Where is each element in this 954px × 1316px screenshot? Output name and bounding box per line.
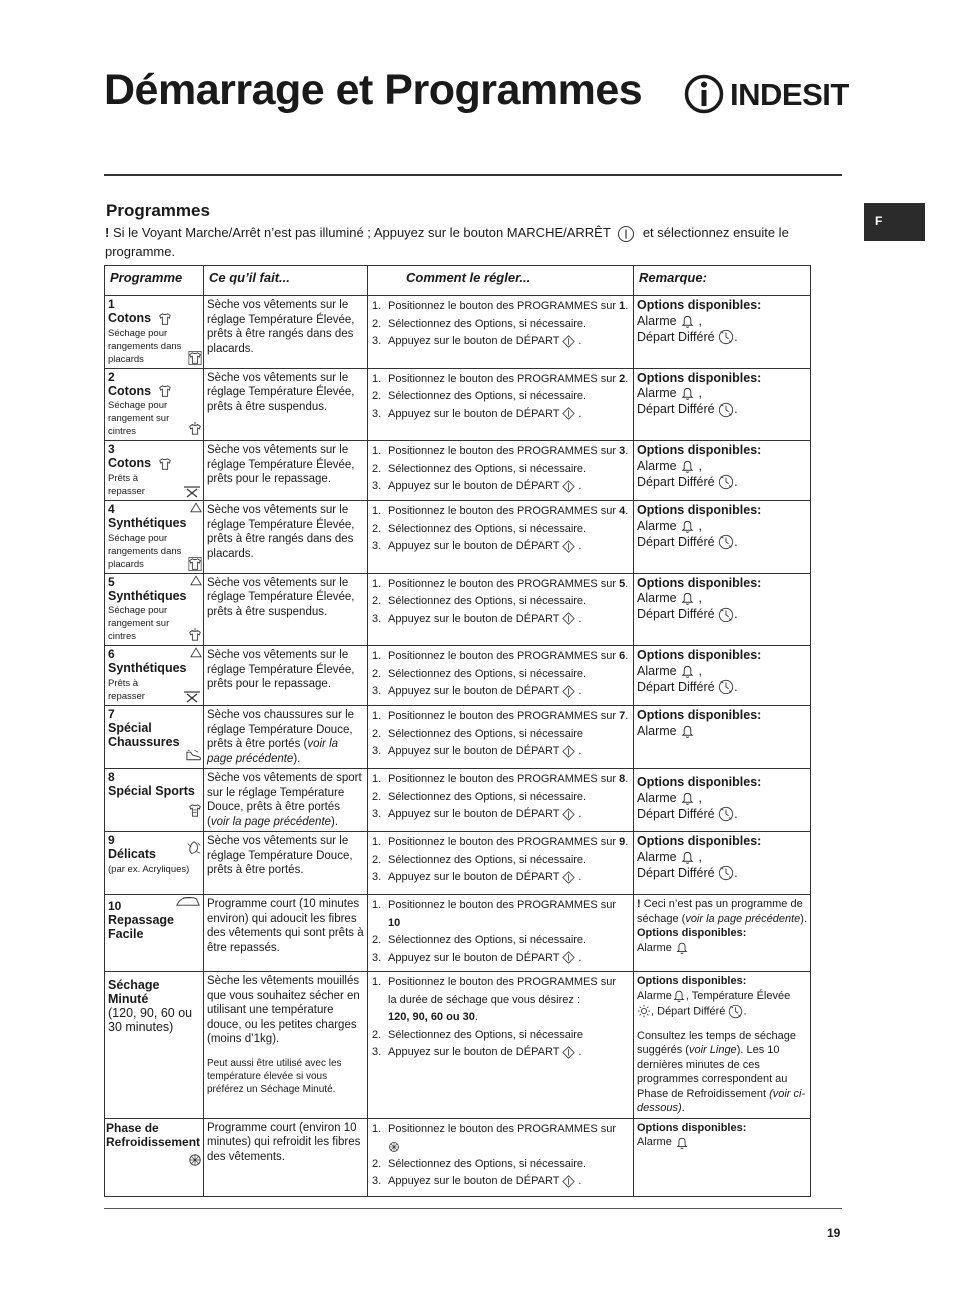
step-number: 1. bbox=[372, 650, 382, 662]
options-heading: Options disponibles: bbox=[637, 834, 762, 848]
high-temp-label: , Température Élevée bbox=[685, 989, 791, 1002]
setup-steps: 1. Positionnez le bouton des PROGRAMMES sur la durée de séchage que vous désirez : 120, 90, 60 ou 30. 2. Sélectionnez des Options, si nécessaire 3. Appuyez sur le bouton de DÉPART . bbox=[368, 972, 634, 1119]
step-number: 2. bbox=[372, 462, 382, 475]
step-number: 1. bbox=[372, 300, 382, 312]
page-number: 19 bbox=[827, 1226, 841, 1240]
alarm-icon bbox=[675, 1136, 689, 1150]
program-number: 9 bbox=[619, 836, 626, 848]
programme-name: Phase de Refroidissement bbox=[106, 1120, 201, 1149]
delay-label: Départ Différé bbox=[637, 865, 715, 880]
step-text: Appuyez sur le bouton de DÉPART bbox=[388, 808, 560, 820]
step-text: Positionnez le bouton des PROGRAMMES sur bbox=[388, 650, 617, 662]
table-header-row bbox=[105, 266, 811, 296]
setup-steps: 1. Positionnez le bouton des PROGRAMMES sur 2. Sélectionnez des Options, si nécessaire. 3. Appuyez sur le bouton de DÉPART . bbox=[368, 1118, 634, 1196]
remark-end: ). bbox=[800, 912, 808, 925]
setup-steps: 1. Positionnez le bouton des PROGRAMMES sur 5. 2. Sélectionnez des Options, si nécessaire. 3. Appuyez sur le bouton de DÉPART . bbox=[368, 573, 634, 646]
duration-options: 120, 90, 60 ou 30 bbox=[388, 1011, 475, 1023]
shoe-icon bbox=[185, 748, 202, 762]
remark-cell: Options disponibles: Alarme , Départ Différé . bbox=[634, 296, 811, 369]
step-number: 2. bbox=[372, 853, 382, 866]
programme-description: Sèche vos vêtements sur le réglage Température Élevée, prêts pour le repassage. bbox=[204, 646, 368, 706]
remark-text: Consultez les temps de séchage suggérés ( bbox=[637, 1029, 796, 1057]
alarm-icon bbox=[680, 850, 695, 865]
setup-steps: 1. Positionnez le bouton des PROGRAMMES sur 10 2. Sélectionnez des Options, si nécessaire. 3. Appuyez sur le bouton de DÉPART . bbox=[368, 895, 634, 972]
start-icon bbox=[562, 612, 575, 625]
step-number: 3. bbox=[372, 745, 382, 757]
programmes-table bbox=[104, 265, 811, 1197]
step-number: 2. bbox=[372, 390, 382, 402]
step-number: 3. bbox=[372, 685, 382, 697]
step-number: 3. bbox=[372, 335, 382, 347]
section-title: Programmes bbox=[106, 201, 210, 220]
step-text: Positionnez le bouton des PROGRAMMES sur bbox=[388, 836, 617, 848]
setup-steps: 1. Positionnez le bouton des PROGRAMMES sur 6. 2. Sélectionnez des Options, si nécessaire. 3. Appuyez sur le bouton de DÉPART . bbox=[368, 646, 634, 706]
programme-description bbox=[204, 769, 368, 832]
programme-description: Sèche vos vêtements sur le réglage Température Douce, prêts à être portés. bbox=[204, 832, 368, 895]
start-icon bbox=[562, 335, 575, 348]
shirt-icon bbox=[158, 384, 172, 398]
remark-link: voir la page précédente bbox=[685, 912, 801, 925]
col-header-what: Ce qu’il fait... bbox=[204, 266, 368, 296]
programme-description: Sèche vos vêtements sur le réglage Température Élevée, prêts à être rangés dans des placards. bbox=[204, 296, 368, 369]
description-text: Sèche les vêtements mouillés que vous souhaitez sécher en utilisant une température douce, ou les petites charges (moins d’1kg). bbox=[207, 975, 360, 1045]
program-number: 3 bbox=[619, 445, 626, 457]
start-icon bbox=[562, 540, 575, 553]
sportswear-icon bbox=[188, 802, 202, 818]
programme-subtitle: Prêts à repasser bbox=[108, 677, 145, 702]
table-row bbox=[105, 769, 811, 832]
programme-name: Synthétiques bbox=[108, 516, 187, 530]
table-row bbox=[105, 646, 811, 706]
step-text: Sélectionnez des Options, si nécessaire. bbox=[388, 462, 587, 475]
step-text: Appuyez sur le bouton de DÉPART bbox=[388, 951, 560, 964]
step-text: Sélectionnez des Options, si nécessaire. bbox=[388, 790, 587, 803]
synthetic-icon bbox=[190, 502, 202, 513]
step-text: Sélectionnez des Options, si nécessaire. bbox=[388, 667, 587, 680]
alarm-icon bbox=[680, 724, 695, 739]
step-text: Appuyez sur le bouton de DÉPART bbox=[388, 540, 560, 552]
step-number: 3. bbox=[372, 480, 382, 492]
delay-label: Départ Différé bbox=[637, 534, 715, 549]
start-icon bbox=[562, 1175, 575, 1188]
step-number: 1. bbox=[372, 445, 382, 457]
programme-name: Délicats bbox=[108, 847, 156, 861]
step-number: 1. bbox=[372, 773, 382, 785]
programme-name: Cotons bbox=[108, 383, 152, 398]
programme-cell bbox=[105, 441, 204, 501]
indesit-logo-icon bbox=[684, 74, 724, 114]
delay-label: Départ Différé bbox=[637, 474, 715, 489]
remark-cell: Options disponibles: Alarme , Départ Différé . bbox=[634, 368, 811, 441]
programme-description bbox=[204, 972, 368, 1119]
description-text: Sèche vos vêtements de sport sur le réglage Température Douce, prêts à être portés ( bbox=[207, 772, 362, 828]
step-text: Appuyez sur le bouton de DÉPART bbox=[388, 612, 560, 625]
page-title: Démarrage et Programmes bbox=[104, 66, 643, 114]
delay-label: Départ Différé bbox=[657, 1004, 726, 1017]
setup-steps: 1. Positionnez le bouton des PROGRAMMES sur 7. 2. Sélectionnez des Options, si nécessaire 3. Appuyez sur le bouton de DÉPART . bbox=[368, 706, 634, 769]
start-icon bbox=[562, 871, 575, 884]
step-text: Sélectionnez des Options, si nécessaire. bbox=[388, 1157, 587, 1170]
programme-name: Synthétiques bbox=[108, 588, 187, 603]
step-number: 2. bbox=[372, 934, 382, 946]
options-heading: Options disponibles: bbox=[637, 575, 762, 590]
cool-down-icon bbox=[388, 1141, 400, 1153]
step-number: 2. bbox=[372, 790, 382, 803]
program-number: 5 bbox=[619, 577, 626, 590]
remark-cell: Options disponibles: Alarme , Départ Différé . bbox=[634, 646, 811, 706]
alarm-icon bbox=[675, 941, 689, 955]
alarm-label: Alarme bbox=[637, 518, 677, 533]
synthetic-icon bbox=[190, 647, 202, 658]
step-number: 1. bbox=[372, 899, 382, 911]
table-row bbox=[105, 368, 811, 441]
delay-start-icon bbox=[718, 679, 734, 695]
step-text: Appuyez sur le bouton de DÉPART bbox=[388, 407, 560, 420]
step-number: 3. bbox=[372, 1046, 382, 1058]
step-number: 2. bbox=[372, 317, 382, 330]
step-text: Positionnez le bouton des PROGRAMMES sur bbox=[388, 300, 617, 312]
step-number: 1. bbox=[372, 577, 382, 590]
start-icon bbox=[562, 745, 575, 758]
table-row bbox=[105, 501, 811, 574]
options-heading: Options disponibles: bbox=[637, 298, 762, 312]
step-number: 1. bbox=[372, 836, 382, 848]
intro-part-b: et sélectionnez ensuite le programme. bbox=[105, 225, 789, 259]
options-heading: Options disponibles: bbox=[637, 708, 762, 722]
col-header-how: Comment le régler... bbox=[368, 266, 634, 296]
col-header-remark: Remarque: bbox=[634, 266, 811, 296]
step-text: Sélectionnez des Options, si nécessaire. bbox=[388, 317, 587, 330]
programme-number: 3 bbox=[108, 442, 115, 456]
description-text: Sèche vos chaussures sur le réglage Température Douce, prêts à être portés ( bbox=[207, 709, 355, 750]
programme-cell bbox=[105, 769, 204, 832]
programme-name: Repassage Facile bbox=[108, 913, 175, 941]
intro-text bbox=[105, 224, 805, 261]
programme-cell bbox=[105, 706, 204, 769]
delay-start-icon bbox=[718, 607, 734, 623]
step-text: Positionnez le bouton des PROGRAMMES sur bbox=[388, 445, 617, 457]
programme-number: 4 bbox=[108, 502, 115, 516]
program-number: 10 bbox=[388, 916, 401, 929]
options-heading: Options disponibles: bbox=[637, 443, 762, 457]
cool-down-icon bbox=[188, 1153, 202, 1167]
shirt-icon bbox=[158, 312, 172, 326]
delicates-icon bbox=[186, 840, 202, 856]
step-number: 3. bbox=[372, 1175, 382, 1188]
step-text: Sélectionnez des Options, si nécessaire. bbox=[388, 934, 587, 946]
delay-start-icon bbox=[718, 402, 734, 418]
setup-steps: 1. Positionnez le bouton des PROGRAMMES sur 2. 2. Sélectionnez des Options, si nécessaire. 3. Appuyez sur le bouton de DÉPART . bbox=[368, 368, 634, 441]
start-icon bbox=[562, 685, 575, 698]
programme-cell bbox=[105, 368, 204, 441]
step-number: 2. bbox=[372, 595, 382, 607]
start-icon bbox=[562, 808, 575, 821]
remark-cell: Options disponibles: Alarme , Départ Différé . bbox=[634, 501, 811, 574]
programme-subtitle: Prêts à repasser bbox=[108, 472, 145, 497]
programme-subtitle: Séchage pour rangements dans placards bbox=[108, 532, 182, 570]
options-heading: Options disponibles: bbox=[637, 775, 762, 789]
step-text: Appuyez sur le bouton de DÉPART bbox=[388, 685, 560, 697]
step-text: Positionnez le bouton des PROGRAMMES sur bbox=[388, 710, 617, 722]
options-heading: Options disponibles: bbox=[637, 370, 762, 385]
programme-cell bbox=[105, 573, 204, 646]
setup-steps: 1. Positionnez le bouton des PROGRAMMES sur 3. 2. Sélectionnez des Options, si nécessaire. 3. Appuyez sur le bouton de DÉPART . bbox=[368, 441, 634, 501]
alarm-icon bbox=[680, 664, 695, 679]
step-text: Appuyez sur le bouton de DÉPART bbox=[388, 1175, 560, 1188]
step-text: Sélectionnez des Options, si nécessaire. bbox=[388, 853, 587, 866]
step-text: Positionnez le bouton des PROGRAMMES sur bbox=[388, 1122, 617, 1135]
alarm-label: Alarme bbox=[637, 663, 677, 678]
warning-mark: ! bbox=[105, 225, 110, 240]
description-link: voir la page précédente bbox=[207, 738, 339, 765]
delay-start-icon bbox=[718, 806, 734, 822]
step-number: 1. bbox=[372, 372, 382, 385]
step-number: 2. bbox=[372, 667, 382, 680]
step-number: 3. bbox=[372, 871, 382, 883]
table-row bbox=[105, 972, 811, 1119]
setup-steps: 1. Positionnez le bouton des PROGRAMMES sur 9. 2. Sélectionnez des Options, si nécessaire. 3. Appuyez sur le bouton de DÉPART . bbox=[368, 832, 634, 895]
alarm-label: Alarme bbox=[637, 723, 677, 738]
delay-label: Départ Différé bbox=[637, 402, 715, 417]
table-row bbox=[105, 832, 811, 895]
wardrobe-icon bbox=[188, 351, 202, 365]
programme-subtitle: (120, 90, 60 ou 30 minutes) bbox=[108, 1006, 193, 1034]
alarm-label: Alarme bbox=[637, 386, 677, 400]
step-number: 1. bbox=[372, 976, 382, 988]
remark-cell: Options disponibles: Alarme , Température Élevée , Départ Différé . Consultez les temps de séchage suggérés (voir Linge). Les 10 dernières minutes de ces programmes correspondent au Phase de Refroidissement (voir ci-dessous). bbox=[634, 972, 811, 1119]
step-text: Appuyez sur le bouton de DÉPART bbox=[388, 1046, 560, 1058]
intro-part-a: Si le Voyant Marche/Arrêt n’est pas illuminé ; Appuyez sur le bouton MARCHE/ARRÊT bbox=[112, 225, 611, 240]
step-number: 2. bbox=[372, 522, 382, 535]
description-end: ). bbox=[293, 752, 301, 765]
hanger-icon bbox=[188, 421, 202, 435]
programme-cell bbox=[105, 1118, 204, 1196]
alarm-label: Alarme bbox=[637, 989, 672, 1002]
alarm-icon bbox=[680, 519, 695, 534]
step-number: 1. bbox=[372, 1122, 382, 1135]
remark-cell bbox=[634, 1118, 811, 1196]
programme-number: 1 bbox=[108, 297, 115, 311]
program-number: 1 bbox=[619, 300, 626, 312]
step-text: Positionnez le bouton des PROGRAMMES sur bbox=[388, 577, 617, 590]
setup-steps: 1. Positionnez le bouton des PROGRAMMES sur 1. 2. Sélectionnez des Options, si nécessaire. 3. Appuyez sur le bouton de DÉPART . bbox=[368, 296, 634, 369]
step-number: 3. bbox=[372, 808, 382, 820]
step-text: Sélectionnez des Options, si nécessaire bbox=[388, 727, 584, 740]
alarm-icon bbox=[680, 591, 695, 606]
start-icon bbox=[562, 480, 575, 493]
easy-iron-icon bbox=[174, 895, 202, 908]
step-text: Appuyez sur le bouton de DÉPART bbox=[388, 335, 560, 347]
description-link: voir la page précédente bbox=[210, 815, 332, 828]
brand-logo bbox=[684, 74, 849, 114]
alarm-label: Alarme bbox=[637, 790, 677, 805]
header-divider bbox=[104, 174, 842, 176]
programme-cell bbox=[105, 501, 204, 574]
alarm-label: Alarme bbox=[637, 941, 672, 954]
programme-number: 8 bbox=[108, 770, 115, 784]
power-button-icon bbox=[617, 225, 635, 243]
programme-description: Sèche vos vêtements sur le réglage Température Élevée, prêts pour le repassage. bbox=[204, 441, 368, 501]
programme-cell bbox=[105, 895, 204, 972]
delay-label: Départ Différé bbox=[637, 607, 715, 622]
description-end: ). bbox=[331, 815, 339, 828]
step-text: Positionnez le bouton des PROGRAMMES sur bbox=[388, 899, 617, 911]
step-text: Appuyez sur le bouton de DÉPART bbox=[388, 871, 560, 883]
programme-name: Spécial Sports bbox=[108, 784, 195, 798]
programme-number: 5 bbox=[108, 574, 115, 589]
options-heading: Options disponibles: bbox=[637, 503, 762, 517]
step-number: 2. bbox=[372, 1157, 382, 1170]
wardrobe-icon bbox=[188, 557, 202, 571]
step-number: 2. bbox=[372, 1028, 382, 1041]
step-text-continued: la durée de séchage que vous désirez : bbox=[388, 993, 581, 1006]
synthetic-icon bbox=[190, 575, 202, 586]
step-text: Sélectionnez des Options, si nécessaire bbox=[388, 1028, 584, 1041]
programme-number: 10 bbox=[108, 899, 122, 913]
alarm-label: Alarme bbox=[637, 849, 677, 864]
alarm-icon bbox=[672, 989, 686, 1003]
hanger-icon bbox=[188, 627, 202, 641]
delay-start-icon bbox=[718, 534, 734, 550]
delay-start-icon bbox=[718, 329, 734, 345]
programme-number: 7 bbox=[108, 707, 115, 721]
remark-cell: Options disponibles: Alarme , Départ Différé . bbox=[634, 769, 811, 832]
program-number: 6 bbox=[619, 650, 626, 662]
remark-text-continued: ). Les 10 dernières minutes de ces programmes correspondent au Phase de Refroidissement bbox=[637, 1044, 788, 1100]
start-icon bbox=[562, 951, 575, 964]
step-text: Positionnez le bouton des PROGRAMMES sur bbox=[388, 773, 617, 785]
program-number: 8 bbox=[619, 773, 626, 785]
alarm-icon bbox=[680, 459, 695, 474]
delay-label: Départ Différé bbox=[637, 806, 715, 821]
step-number: 3. bbox=[372, 951, 382, 964]
step-text: Positionnez le bouton des PROGRAMMES sur bbox=[388, 976, 617, 988]
table-row bbox=[105, 573, 811, 646]
step-text: Appuyez sur le bouton de DÉPART bbox=[388, 480, 560, 492]
delay-start-icon bbox=[728, 1004, 743, 1019]
table-row bbox=[105, 895, 811, 972]
options-heading: Options disponibles: bbox=[637, 975, 747, 987]
step-text: Appuyez sur le bouton de DÉPART bbox=[388, 745, 560, 757]
table-row bbox=[105, 441, 811, 501]
iron-icon bbox=[182, 689, 202, 703]
delay-label: Départ Différé bbox=[637, 679, 715, 694]
step-number: 3. bbox=[372, 407, 382, 420]
delay-label: Départ Différé bbox=[637, 329, 715, 344]
description-note: Peut aussi être utilisé avec les température élevée si vous préférez un Séchage Minuté. bbox=[207, 1057, 342, 1095]
step-text: Sélectionnez des Options, si nécessaire. bbox=[388, 522, 587, 535]
programme-subtitle: (par ex. Acryliques) bbox=[108, 863, 190, 875]
program-number: 4 bbox=[619, 505, 626, 517]
delay-start-icon bbox=[718, 865, 734, 881]
start-icon bbox=[562, 407, 575, 420]
remark-cell: Options disponibles: Alarme , Départ Différé . bbox=[634, 832, 811, 895]
table-row bbox=[105, 296, 811, 369]
programme-description: Sèche vos vêtements sur le réglage Température Élevée, prêts à être suspendus. bbox=[204, 573, 368, 646]
step-number: 2. bbox=[372, 727, 382, 740]
programme-cell bbox=[105, 832, 204, 895]
remark-cell: Options disponibles: Alarme , Départ Différé . bbox=[634, 573, 811, 646]
programme-subtitle: Séchage pour rangements dans placards bbox=[108, 327, 182, 365]
options-heading: Options disponibles: bbox=[637, 1121, 747, 1134]
remark-cell: Options disponibles: Alarme , Départ Différé . bbox=[634, 441, 811, 501]
programme-name: Synthétiques bbox=[108, 661, 187, 675]
programme-number: 2 bbox=[108, 369, 115, 384]
step-number: 1. bbox=[372, 710, 382, 722]
remark-text: Ceci n’est pas un programme de séchage ( bbox=[637, 898, 803, 925]
programme-name: Cotons bbox=[108, 456, 152, 470]
brand-name: INDESIT bbox=[730, 76, 849, 112]
programme-name: Cotons bbox=[108, 311, 152, 325]
programme-description bbox=[204, 706, 368, 769]
programme-description: Programme court (environ 10 minutes) qui refroidit les fibres des vêtements. bbox=[204, 1118, 368, 1196]
setup-steps: 1. Positionnez le bouton des PROGRAMMES sur 8. 2. Sélectionnez des Options, si nécessaire. 3. Appuyez sur le bouton de DÉPART . bbox=[368, 769, 634, 832]
table-row bbox=[105, 706, 811, 769]
programme-description: Sèche vos vêtements sur le réglage Température Élevée, prêts à être rangés dans des placards. bbox=[204, 501, 368, 574]
step-text: Positionnez le bouton des PROGRAMMES sur bbox=[388, 372, 617, 385]
shirt-icon bbox=[158, 457, 172, 471]
step-number: 1. bbox=[372, 505, 382, 517]
remark-link-2: (voir ci-dessous) bbox=[637, 1087, 806, 1115]
alarm-icon bbox=[680, 386, 695, 401]
delay-start-icon bbox=[718, 474, 734, 490]
high-temperature-icon bbox=[637, 1004, 651, 1018]
programme-subtitle: Séchage pour rangement sur cintres bbox=[108, 605, 170, 642]
programme-number: 6 bbox=[108, 647, 115, 661]
language-tab: F bbox=[864, 203, 925, 241]
start-icon bbox=[562, 1046, 575, 1059]
alarm-label: Alarme bbox=[637, 458, 677, 473]
step-text: Sélectionnez des Options, si nécessaire. bbox=[388, 390, 587, 402]
table-row bbox=[105, 1118, 811, 1196]
programme-subtitle: Séchage pour rangement sur cintres bbox=[108, 400, 170, 437]
programme-number: 9 bbox=[108, 833, 115, 847]
step-number: 3. bbox=[372, 540, 382, 552]
programme-cell bbox=[105, 296, 204, 369]
remark-cell bbox=[634, 895, 811, 972]
col-header-programme: Programme bbox=[105, 266, 204, 296]
alarm-icon bbox=[680, 314, 695, 329]
iron-icon bbox=[182, 484, 202, 498]
remark-cell bbox=[634, 706, 811, 769]
programme-description: Sèche vos vêtements sur le réglage Température Élevée, prêts à être suspendus. bbox=[204, 368, 368, 441]
program-number: 2 bbox=[619, 372, 626, 385]
step-text: Sélectionnez des Options, si nécessaire. bbox=[388, 595, 587, 607]
program-number: 7 bbox=[619, 710, 626, 722]
alarm-icon bbox=[680, 791, 695, 806]
alarm-label: Alarme bbox=[637, 313, 677, 328]
programme-cell bbox=[105, 972, 204, 1119]
step-text: Positionnez le bouton des PROGRAMMES sur bbox=[388, 505, 617, 517]
programme-description: Programme court (10 minutes environ) qui adoucit les fibres des vêtements qui sont prêts à être repassés. bbox=[204, 895, 368, 972]
programme-cell bbox=[105, 646, 204, 706]
options-heading: Options disponibles: bbox=[637, 927, 747, 939]
alarm-label: Alarme bbox=[637, 591, 677, 605]
step-number: 3. bbox=[372, 612, 382, 625]
remark-link: voir Linge bbox=[688, 1044, 737, 1057]
programme-name: Séchage Minuté bbox=[108, 978, 160, 1006]
options-heading: Options disponibles: bbox=[637, 648, 762, 662]
programme-name: Spécial Chaussures bbox=[108, 721, 180, 749]
alarm-label: Alarme bbox=[637, 1136, 672, 1149]
warning-mark: ! bbox=[637, 898, 641, 910]
footer-divider bbox=[104, 1208, 842, 1209]
setup-steps: 1. Positionnez le bouton des PROGRAMMES sur 4. 2. Sélectionnez des Options, si nécessaire. 3. Appuyez sur le bouton de DÉPART . bbox=[368, 501, 634, 574]
